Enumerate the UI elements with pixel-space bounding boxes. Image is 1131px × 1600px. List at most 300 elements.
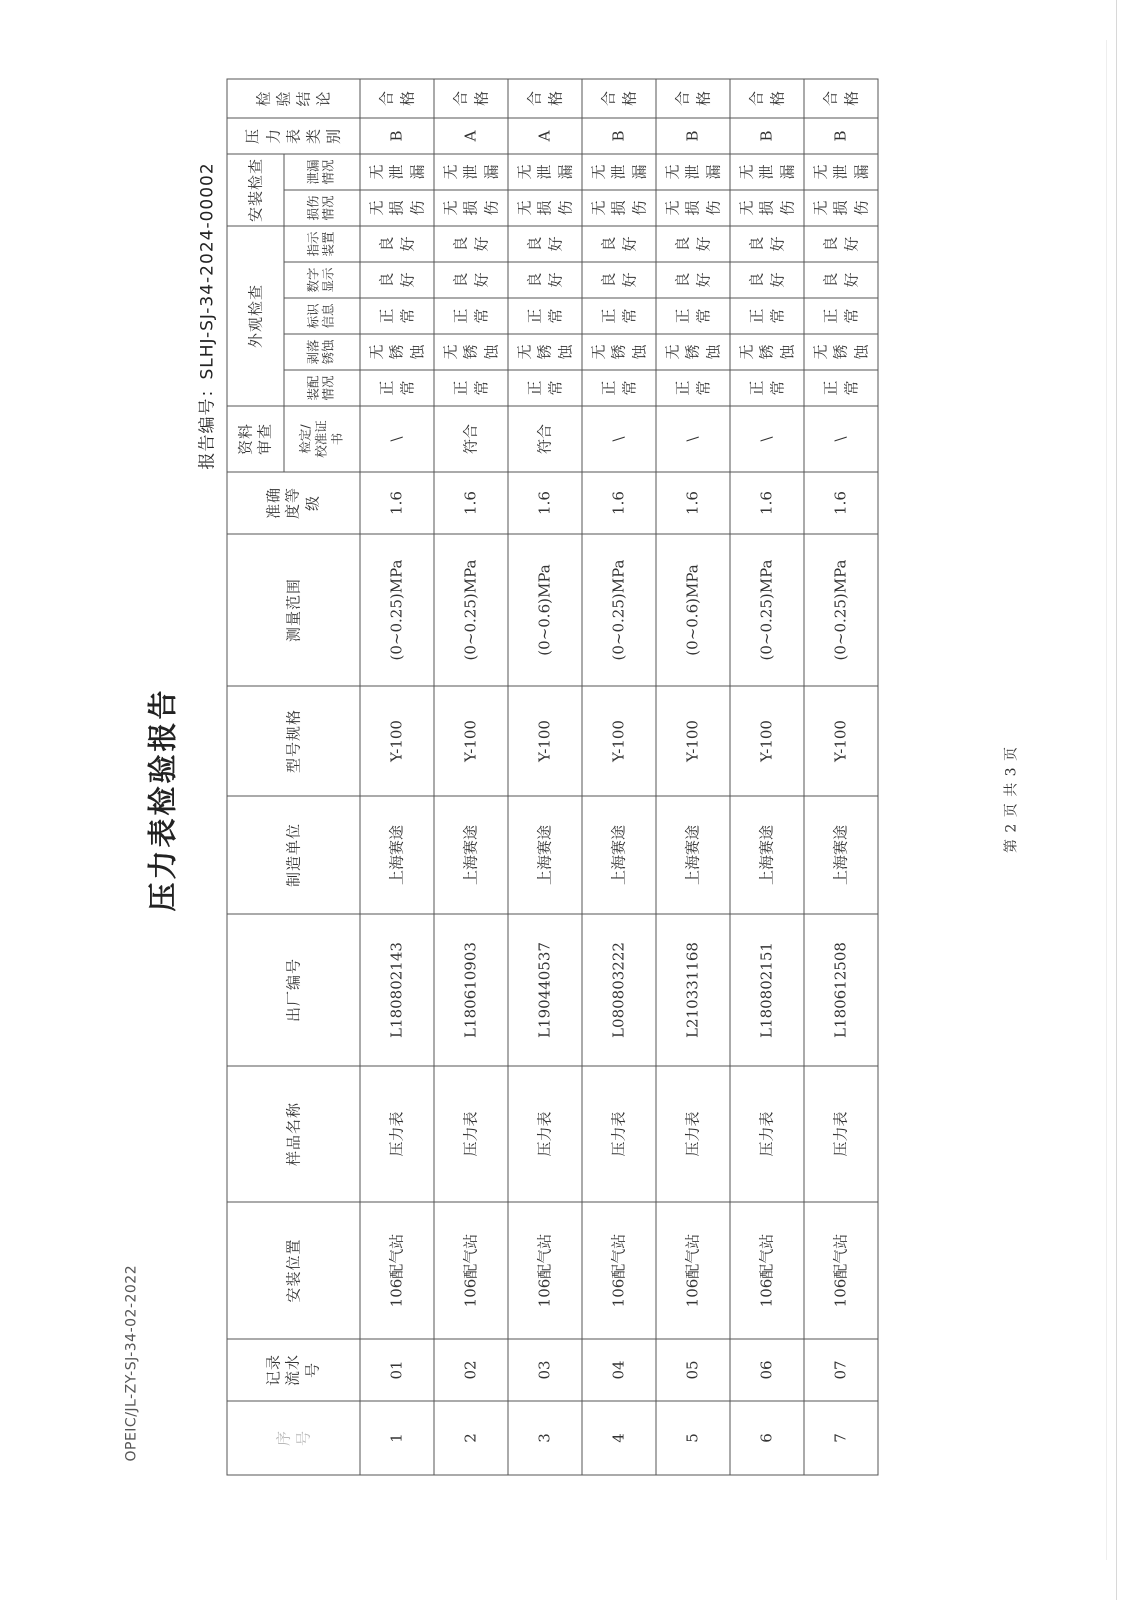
cell-seq-value: 6 [757, 1433, 776, 1443]
cell-factory-no [434, 914, 508, 1066]
cell-record-no-value: 04 [609, 1360, 628, 1380]
cell-gauge-class-value: B [683, 130, 702, 142]
cell-indicator-value: 良好 [525, 236, 564, 252]
cell-cert-value: \ [387, 436, 406, 442]
cell-cert [360, 406, 434, 472]
header-location [227, 1202, 360, 1339]
cell-sample-name-value: 压力表 [387, 1111, 406, 1157]
cell-model [804, 686, 878, 796]
cell-record-no-value: 03 [535, 1360, 554, 1380]
cell-leak-value: 无泄漏 [441, 164, 501, 180]
cell-assembly [434, 370, 508, 406]
header-indicator-text: 指示装置 [305, 231, 336, 257]
cell-damage [730, 190, 804, 226]
cell-record-no [508, 1339, 582, 1401]
cell-cert [582, 406, 656, 472]
cell-factory-no [804, 914, 878, 1066]
cell-location-value: 106配气站 [609, 1233, 628, 1308]
table-row [582, 79, 656, 1475]
cell-digital-value: 良好 [377, 272, 416, 288]
cell-gauge-class [360, 118, 434, 154]
header-damage-text: 损伤情况 [305, 195, 336, 221]
report-number-value: SLHJ-SJ-34-2024-00002 [197, 162, 218, 380]
cell-location [730, 1202, 804, 1339]
cell-indicator [656, 226, 730, 262]
cell-digital [656, 262, 730, 298]
cell-record-no-value: 01 [387, 1360, 406, 1380]
table-body [227, 79, 360, 1475]
cell-seq-value: 4 [609, 1433, 628, 1443]
header-damage [284, 190, 360, 226]
table-row [508, 79, 582, 1475]
cell-record-no [804, 1339, 878, 1401]
header-cert [284, 406, 360, 472]
cell-cert [804, 406, 878, 472]
table-row [360, 79, 434, 1475]
cell-manufacturer-value: 上海赛途 [683, 825, 702, 886]
cell-seq [434, 1401, 508, 1475]
cell-marking-value: 正常 [451, 308, 490, 324]
cell-range [508, 534, 582, 686]
cell-gauge-class [508, 118, 582, 154]
cell-assembly-value: 正常 [525, 380, 564, 396]
cell-seq-value: 5 [683, 1433, 702, 1443]
cell-indicator-value: 良好 [747, 236, 786, 252]
cell-leak [656, 154, 730, 190]
report-number-label: 报告编号： [197, 379, 218, 470]
cell-cert-value: \ [757, 436, 776, 442]
cell-manufacturer-value: 上海赛途 [831, 825, 850, 886]
cell-indicator [582, 226, 656, 262]
header-range-text: 测量范围 [284, 578, 303, 643]
cell-record-no [656, 1339, 730, 1401]
header-factory-no [227, 914, 360, 1066]
cell-conclusion-value: 合格 [377, 90, 416, 106]
cell-manufacturer [434, 796, 508, 914]
cell-assembly-value: 正常 [673, 380, 712, 396]
header-indicator [284, 226, 360, 262]
header-marking [284, 298, 360, 334]
cell-leak [360, 154, 434, 190]
cell-record-no [582, 1339, 656, 1401]
cell-rust-value: 无锈蚀 [811, 344, 871, 360]
cell-range-value: (0~0.6)MPa [683, 564, 702, 656]
cell-indicator-value: 良好 [673, 236, 712, 252]
header-sample-name-text: 样品名称 [284, 1102, 303, 1167]
cell-digital-value: 良好 [747, 272, 786, 288]
cell-sample-name [582, 1066, 656, 1202]
cell-marking-value: 正常 [673, 308, 712, 324]
header-record-no-text: 记录流水号 [264, 1354, 322, 1387]
cell-accuracy [804, 472, 878, 534]
cell-damage [804, 190, 878, 226]
cell-location [360, 1202, 434, 1339]
cell-rust [730, 334, 804, 370]
cell-location-value: 106配气站 [461, 1233, 480, 1308]
header-accuracy-text: 准确度等级 [264, 487, 322, 520]
cell-rust-value: 无锈蚀 [589, 344, 649, 360]
cell-leak [804, 154, 878, 190]
cell-conclusion [582, 79, 656, 118]
cell-manufacturer-value: 上海赛途 [609, 825, 628, 886]
cell-sample-name [360, 1066, 434, 1202]
cell-manufacturer-value: 上海赛途 [535, 825, 554, 886]
cell-rust [656, 334, 730, 370]
cell-assembly [582, 370, 656, 406]
header-cert-text: 检定/校准证书 [297, 420, 345, 458]
header-row-1 [227, 79, 284, 1475]
cell-factory-no [582, 914, 656, 1066]
cell-model-value: Y-100 [831, 720, 850, 762]
cell-damage [360, 190, 434, 226]
cell-marking-value: 正常 [747, 308, 786, 324]
cell-sample-name [804, 1066, 878, 1202]
cell-location [656, 1202, 730, 1339]
cell-cert [508, 406, 582, 472]
cell-conclusion [730, 79, 804, 118]
cell-location-value: 106配气站 [831, 1233, 850, 1308]
cell-seq-value: 2 [461, 1433, 480, 1443]
cell-accuracy [730, 472, 804, 534]
cell-manufacturer-value: 上海赛途 [387, 825, 406, 886]
cell-rust [360, 334, 434, 370]
cell-sample-name-value: 压力表 [609, 1111, 628, 1157]
rotated-report-sheet [1, 0, 1131, 1600]
cell-manufacturer-value: 上海赛途 [461, 825, 480, 886]
cell-indicator-value: 良好 [451, 236, 490, 252]
cell-factory-no-value: L210331168 [683, 942, 702, 1038]
cell-gauge-class-value: B [609, 130, 628, 142]
cell-factory-no-value: L180612508 [831, 942, 850, 1038]
header-rust-text: 剥落锈蚀 [305, 339, 336, 365]
cell-digital-value: 良好 [673, 272, 712, 288]
cell-manufacturer-value: 上海赛途 [757, 825, 776, 886]
cell-record-no-value: 02 [461, 1360, 480, 1380]
cell-rust-value: 无锈蚀 [515, 344, 575, 360]
cell-leak-value: 无泄漏 [811, 164, 871, 180]
header-record-no [227, 1339, 360, 1401]
header-install-check-text: 安装检查 [246, 157, 265, 222]
cell-sample-name-value: 压力表 [535, 1111, 554, 1157]
cell-digital [434, 262, 508, 298]
cell-indicator-value: 良好 [599, 236, 638, 252]
cell-model [582, 686, 656, 796]
cell-digital-value: 良好 [821, 272, 860, 288]
cell-range-value: (0~0.25)MPa [757, 559, 776, 661]
cell-location [804, 1202, 878, 1339]
page-footer: 第 2 页 共 3 页 [1003, 745, 1020, 854]
cell-assembly-value: 正常 [821, 380, 860, 396]
header-model-text: 型号规格 [284, 709, 303, 774]
cell-range [582, 534, 656, 686]
cell-assembly [730, 370, 804, 406]
cell-location-value: 106配气站 [535, 1233, 554, 1308]
cell-sample-name-value: 压力表 [683, 1111, 702, 1157]
cell-assembly-value: 正常 [599, 380, 638, 396]
cell-damage [656, 190, 730, 226]
cell-gauge-class [434, 118, 508, 154]
cell-digital [804, 262, 878, 298]
cell-leak [730, 154, 804, 190]
cell-accuracy-value: 1.6 [535, 491, 554, 515]
cell-rust [508, 334, 582, 370]
header-conclusion [227, 79, 360, 118]
cell-accuracy [582, 472, 656, 534]
data-rows [360, 79, 878, 1475]
cell-seq-value: 3 [535, 1433, 554, 1443]
header-marking-text: 标识信息 [305, 303, 336, 329]
table-row [730, 79, 804, 1475]
cell-factory-no-value: L080803222 [609, 942, 628, 1038]
cell-indicator-value: 良好 [821, 236, 860, 252]
header-manufacturer [227, 796, 360, 914]
cell-leak-value: 无泄漏 [515, 164, 575, 180]
cell-digital [360, 262, 434, 298]
cell-marking [656, 298, 730, 334]
cell-gauge-class-value: B [831, 130, 850, 142]
cell-damage [582, 190, 656, 226]
header-appearance [227, 226, 284, 406]
table-row [656, 79, 730, 1475]
cell-conclusion [434, 79, 508, 118]
cell-gauge-class-value: A [461, 130, 480, 142]
cell-location-value: 106配气站 [387, 1233, 406, 1308]
cell-damage [434, 190, 508, 226]
cell-model-value: Y-100 [683, 720, 702, 762]
cell-marking [582, 298, 656, 334]
header-install-check [227, 154, 284, 226]
header-model [227, 686, 360, 796]
cell-seq [508, 1401, 582, 1475]
cell-gauge-class [730, 118, 804, 154]
cell-marking [730, 298, 804, 334]
cell-manufacturer [360, 796, 434, 914]
cell-factory-no-value: L180610903 [461, 942, 480, 1038]
cell-marking-value: 正常 [821, 308, 860, 324]
header-assembly [284, 370, 360, 406]
header-digital [284, 262, 360, 298]
cell-assembly [656, 370, 730, 406]
table-row [804, 79, 878, 1475]
cell-cert [434, 406, 508, 472]
cell-leak-value: 无泄漏 [367, 164, 427, 180]
header-appearance-text: 外观检查 [246, 283, 265, 348]
cell-range-value: (0~0.6)MPa [535, 564, 554, 656]
cell-leak-value: 无泄漏 [589, 164, 649, 180]
cell-leak [434, 154, 508, 190]
cell-seq [656, 1401, 730, 1475]
cell-factory-no [508, 914, 582, 1066]
cell-damage-value: 无损伤 [515, 200, 575, 216]
cell-leak-value: 无泄漏 [663, 164, 723, 180]
header-range [227, 534, 360, 686]
cell-location [434, 1202, 508, 1339]
header-doc-review [227, 406, 284, 472]
cell-gauge-class [804, 118, 878, 154]
cell-damage-value: 无损伤 [441, 200, 501, 216]
cell-conclusion-value: 合格 [821, 90, 860, 106]
cell-factory-no [656, 914, 730, 1066]
cell-accuracy [656, 472, 730, 534]
cell-digital [582, 262, 656, 298]
cell-accuracy [434, 472, 508, 534]
cell-cert-value: \ [831, 436, 850, 442]
cell-marking-value: 正常 [377, 308, 416, 324]
header-factory-no-text: 出厂编号 [284, 958, 303, 1023]
cell-assembly [804, 370, 878, 406]
cell-model [360, 686, 434, 796]
cell-sample-name [730, 1066, 804, 1202]
cell-conclusion-value: 合格 [599, 90, 638, 106]
cell-cert-value: 符合 [461, 424, 480, 455]
header-doc-review-text: 资料审查 [236, 423, 274, 456]
cell-rust [434, 334, 508, 370]
cell-model-value: Y-100 [609, 720, 628, 762]
cell-model-value: Y-100 [535, 720, 554, 762]
cell-assembly-value: 正常 [451, 380, 490, 396]
cell-range-value: (0~0.25)MPa [831, 559, 850, 661]
cell-range [730, 534, 804, 686]
cell-gauge-class-value: B [387, 130, 406, 142]
cell-rust-value: 无锈蚀 [441, 344, 501, 360]
cell-location-value: 106配气站 [757, 1233, 776, 1308]
header-seq-text: 序号 [274, 1430, 313, 1447]
cell-accuracy-value: 1.6 [757, 491, 776, 515]
cell-model-value: Y-100 [461, 720, 480, 762]
cell-record-no [730, 1339, 804, 1401]
cell-gauge-class [656, 118, 730, 154]
cell-range [360, 534, 434, 686]
cell-assembly-value: 正常 [377, 380, 416, 396]
cell-seq [582, 1401, 656, 1475]
cell-record-no-value: 06 [757, 1360, 776, 1380]
cell-cert-value: 符合 [535, 424, 554, 455]
cell-seq-value: 7 [831, 1433, 850, 1443]
cell-gauge-class-value: A [535, 130, 554, 142]
cell-sample-name-value: 压力表 [461, 1111, 480, 1157]
cell-location-value: 106配气站 [683, 1233, 702, 1308]
cell-cert-value: \ [609, 436, 628, 442]
cell-factory-no-value: L180802143 [387, 942, 406, 1038]
cell-marking [434, 298, 508, 334]
table-row [434, 79, 508, 1475]
cell-conclusion [656, 79, 730, 118]
header-assembly-text: 装配情况 [305, 375, 336, 401]
cell-cert [730, 406, 804, 472]
header-seq [227, 1401, 360, 1475]
header-gauge-class [227, 118, 360, 154]
page-title: 压力表检验报告 [145, 687, 180, 912]
cell-indicator [804, 226, 878, 262]
cell-rust-value: 无锈蚀 [663, 344, 723, 360]
cell-gauge-class [582, 118, 656, 154]
cell-manufacturer [582, 796, 656, 914]
header-sample-name [227, 1066, 360, 1202]
cell-indicator [730, 226, 804, 262]
cell-range [804, 534, 878, 686]
cell-damage-value: 无损伤 [811, 200, 871, 216]
cell-conclusion [508, 79, 582, 118]
cell-sample-name-value: 压力表 [757, 1111, 776, 1157]
cell-damage-value: 无损伤 [737, 200, 797, 216]
cell-conclusion-value: 合格 [525, 90, 564, 106]
cell-cert-value: \ [683, 436, 702, 442]
cell-marking [508, 298, 582, 334]
header-conclusion-text: 检验结论 [254, 90, 333, 107]
cell-digital-value: 良好 [451, 272, 490, 288]
inspection-table [227, 78, 879, 1475]
header-digital-text: 数字显示 [305, 267, 336, 293]
cell-model-value: Y-100 [387, 720, 406, 762]
cell-accuracy-value: 1.6 [609, 491, 628, 515]
cell-range [656, 534, 730, 686]
cell-assembly [508, 370, 582, 406]
cell-indicator-value: 良好 [377, 236, 416, 252]
cell-indicator [360, 226, 434, 262]
cell-manufacturer [656, 796, 730, 914]
cell-sample-name [656, 1066, 730, 1202]
cell-model [508, 686, 582, 796]
cell-assembly-value: 正常 [747, 380, 786, 396]
cell-range-value: (0~0.25)MPa [387, 559, 406, 661]
cell-digital [508, 262, 582, 298]
header-location-text: 安装位置 [284, 1238, 303, 1303]
cell-accuracy-value: 1.6 [461, 491, 480, 515]
header-leak [284, 154, 360, 190]
cell-seq [360, 1401, 434, 1475]
header-accuracy [227, 472, 360, 534]
cell-accuracy-value: 1.6 [683, 491, 702, 515]
cell-location [582, 1202, 656, 1339]
cell-model [730, 686, 804, 796]
cell-factory-no [730, 914, 804, 1066]
cell-model [434, 686, 508, 796]
cell-record-no-value: 07 [831, 1360, 850, 1380]
header-manufacturer-text: 制造单位 [284, 823, 303, 888]
cell-leak [508, 154, 582, 190]
cell-sample-name-value: 压力表 [831, 1111, 850, 1157]
cell-cert [656, 406, 730, 472]
cell-leak [582, 154, 656, 190]
cell-seq [804, 1401, 878, 1475]
cell-rust-value: 无锈蚀 [737, 344, 797, 360]
cell-range-value: (0~0.25)MPa [609, 559, 628, 661]
cell-factory-no-value: L190440537 [535, 942, 554, 1038]
header-gauge-class-text: 压力表类别 [243, 127, 343, 144]
cell-marking-value: 正常 [525, 308, 564, 324]
cell-indicator [434, 226, 508, 262]
cell-manufacturer [730, 796, 804, 914]
cell-sample-name [434, 1066, 508, 1202]
cell-record-no [360, 1339, 434, 1401]
cell-accuracy-value: 1.6 [387, 491, 406, 515]
cell-accuracy [360, 472, 434, 534]
cell-rust [804, 334, 878, 370]
cell-indicator [508, 226, 582, 262]
header-rust [284, 334, 360, 370]
cell-damage [508, 190, 582, 226]
cell-range-value: (0~0.25)MPa [461, 559, 480, 661]
cell-gauge-class-value: B [757, 130, 776, 142]
report-number [193, 162, 218, 469]
cell-digital [730, 262, 804, 298]
cell-seq [730, 1401, 804, 1475]
cell-location [508, 1202, 582, 1339]
cell-factory-no [360, 914, 434, 1066]
cell-manufacturer [804, 796, 878, 914]
cell-model [656, 686, 730, 796]
cell-factory-no-value: L180802151 [757, 942, 776, 1038]
